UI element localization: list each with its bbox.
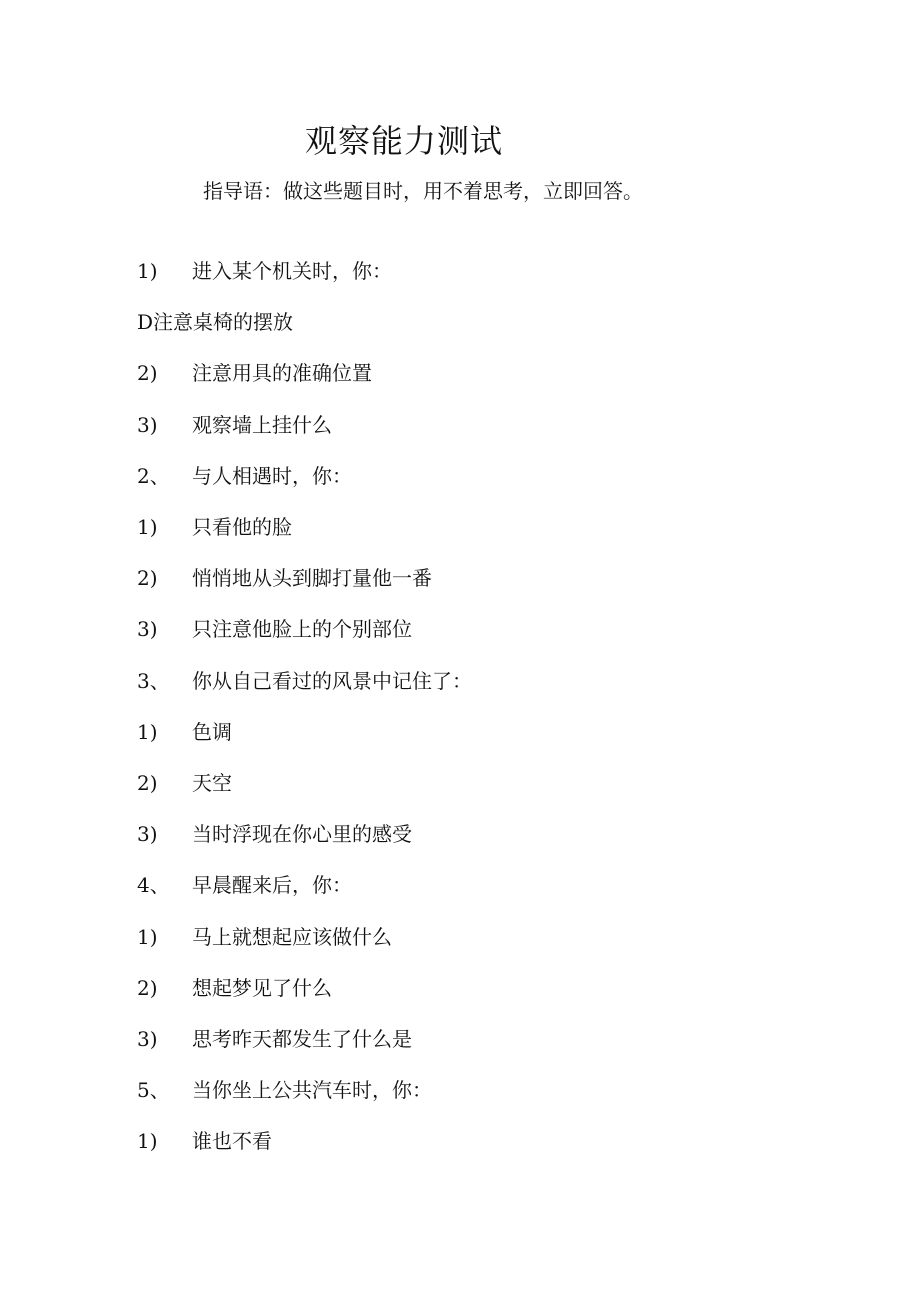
item-number: 3) [137,822,158,847]
item-text: D注意桌椅的摆放 [137,310,294,335]
item-text: 早晨醒来后，你： [192,873,352,898]
item-number: 2) [137,566,158,591]
item-text: 与人相遇时，你： [192,463,352,488]
item-number: 4、 [137,873,170,898]
item-number: 5、 [137,1078,170,1103]
item-number: 2) [137,361,158,386]
item-number: 1) [137,515,158,539]
item-text: 只注意他脸上的个别部位 [192,617,412,642]
item-number: 1) [137,719,158,744]
item-number: 1) [137,924,158,949]
item-text: 马上就想起应该做什么 [192,924,392,949]
item-text: 当你坐上公共汽车时，你： [192,1078,432,1103]
instruction-text: 指导语：做这些题目时，用不着思考，立即回答。 [203,179,643,203]
item-text: 注意用具的准确位置 [192,361,372,386]
item-number: 3、 [137,668,170,693]
item-text: 只看他的脸 [192,515,292,539]
item-text: 思考昨天都发生了什么是 [192,1027,412,1051]
item-text: 进入某个机关时，你： [192,259,392,283]
page-title: 观察能力测试 [304,122,503,160]
item-text: 谁也不看 [192,1129,272,1154]
item-number: 3) [137,617,158,642]
item-text: 你从自己看过的风景中记住了： [192,668,472,693]
item-number: 2) [137,771,158,795]
item-text: 观察墙上挂什么 [192,412,332,437]
item-number: 2、 [137,463,170,488]
item-number: 2) [137,975,158,1000]
item-number: 1) [137,259,158,283]
item-text: 天空 [192,771,232,795]
item-number: 1) [137,1129,158,1154]
item-text: 色调 [192,719,232,744]
item-number: 3) [137,1027,158,1051]
item-number: 3) [137,412,158,437]
item-text: 当时浮现在你心里的感受 [192,822,412,847]
item-text: 悄悄地从头到脚打量他一番 [192,566,432,591]
item-text: 想起梦见了什么 [192,975,332,1000]
